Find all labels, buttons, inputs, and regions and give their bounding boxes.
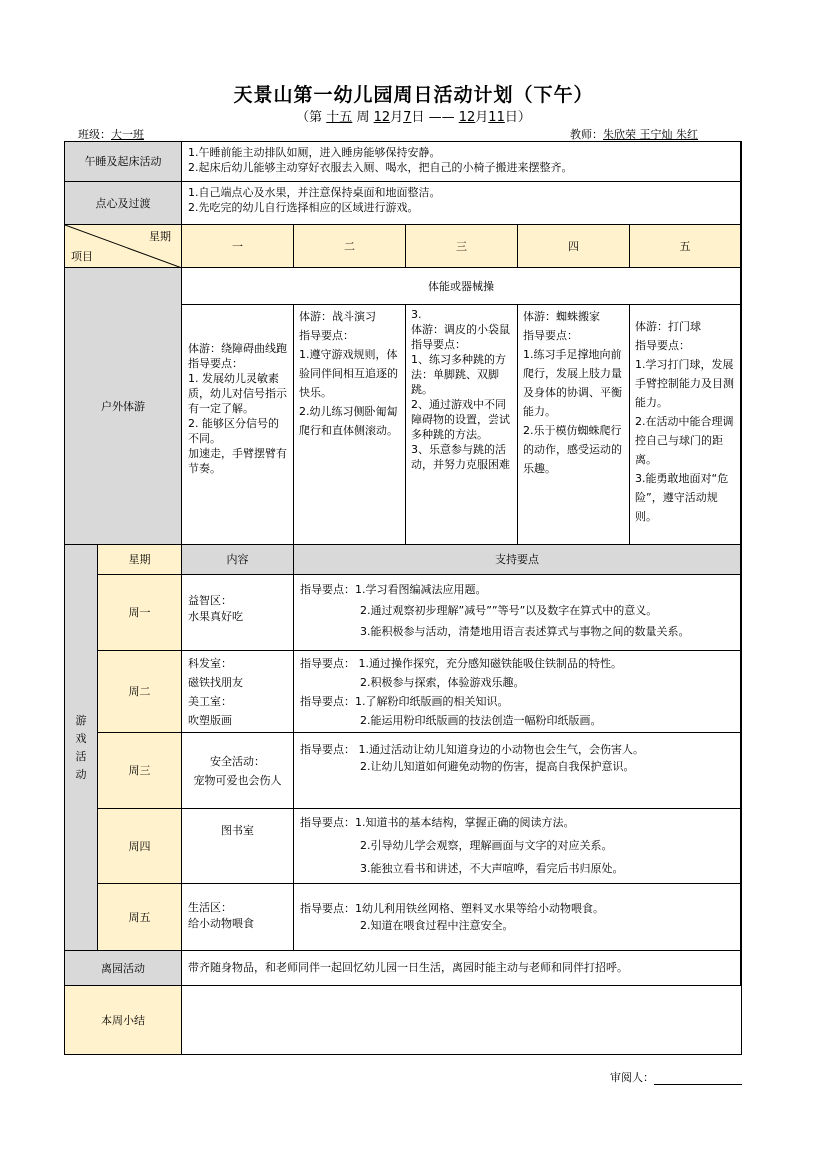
week-number: 十五 [326,110,353,125]
date-dash: —— [428,110,455,125]
game-day-fri: 周五 [98,884,182,951]
game-content-fri: 生活区： 给小动物喂食 [182,884,294,951]
weekday-header: 一 [182,225,294,268]
game-support-thu [294,809,741,884]
corner-weekday: 星期 [149,230,171,243]
weekday-header: 四 [518,225,630,268]
support-line: 指导要点： 1.通过操作探究，充分感知磁铁能吸住铁制品的特性。 [300,657,622,670]
game-content-mon: 益智区： 水果真好吃 [182,575,294,651]
snack-line: 2.先吃完的幼儿自行选择相应的区域进行游戏。 [188,201,419,214]
page-title: 天景山第一幼儿园周日活动计划（下午） [233,84,594,106]
nap-line: 2.起床后幼儿能够主动穿好衣服去入厕、喝水，把自己的小椅子搬进来摆整齐。 [188,161,573,174]
outdoor-label: 户外体游 [65,268,182,545]
support-line: 指导要点： 1.通过活动让幼儿知道身边的小动物也会生气，会伤害人。 [300,743,644,756]
support-line: 2.引导幼儿学会观察，理解画面与文字的对应关系。 [360,839,613,852]
class-value: 大一班 [111,128,144,141]
game-content-thu: 图书室 [182,809,294,884]
outdoor-day-thu: 体游：蜘蛛搬家 指导要点： 1.练习手足撑地向前爬行，发展上肢力量及身体的协调、平衡能力。 2.乐于模仿蜘蛛爬行的动作，感受运动的乐趣。 [518,305,630,545]
outdoor-day-tue: 体游：战斗演习 指导要点： 1.遵守游戏规则，体验同伴间相互追逐的快乐。 2.幼儿练习侧卧匍匐爬行和直体侧滚动。 [294,305,406,545]
date-range [0,106,827,125]
game-content-wed: 安全活动： 宠物可爱也会伤人 [182,733,294,809]
support-line: 指导要点：1.学习看图编减法应用题。 [300,583,487,596]
outdoor-day-fri: 体游：打门球 指导要点： 1.学习打门球，发展手臂控制能力及目测能力。 2.在活动中能合理调控自己与球门的距离。 3.能勇敢地面对“危险”，遵守活动规则。 [630,305,741,545]
start-day: 7 [403,110,412,125]
weekday-header: 二 [294,225,406,268]
support-line: 指导要点：1.了解粉印纸版画的相关知识。 [300,695,509,708]
snack-line: 1.自己端点心及水果，并注意保持桌面和地面整洁。 [188,186,441,199]
game-support-mon [294,575,741,651]
start-month: 12 [373,110,391,125]
game-support-wed [294,733,741,809]
end-month-word: 月 [475,110,489,125]
start-month-word: 月 [390,110,404,125]
game-day-wed: 周三 [98,733,182,809]
week-prefix: （第 [296,110,323,125]
snack-content [182,182,741,225]
support-line: 2.让幼儿知道如何避免动物的伤害，提高自我保护意识。 [360,760,635,773]
weekday-header: 五 [630,225,741,268]
nap-content [182,142,741,182]
game-day-thu: 周四 [98,809,182,884]
support-line: 指导要点：1.知道书的基本结构，掌握正确的阅读方法。 [300,816,575,829]
reviewer-label: 审阅人： [610,1071,654,1084]
support-line: 3.能积极参与活动，清楚地用语言表述算式与事物之间的数量关系。 [360,625,690,638]
class-info [78,126,183,142]
end-month: 12 [458,110,476,125]
reviewer-signature-line[interactable] [654,1072,742,1085]
game-content-tue: 科发室： 磁铁找朋友 美工室： 吹塑版画 [182,651,294,733]
games-col-weekday: 星期 [98,545,182,575]
teacher-info [570,126,698,142]
game-support-fri [294,884,741,951]
nap-line: 1.午睡前能主动排队如厕，进入睡房能够保持安静。 [188,146,441,159]
start-day-word: 日 [411,110,425,125]
leave-label: 离园活动 [65,951,182,986]
nap-label: 午睡及起床活动 [65,142,182,182]
corner-item: 项目 [71,250,93,263]
end-day: 11 [488,110,505,125]
teacher-label: 教师： [570,128,603,141]
class-label: 班级： [78,128,111,141]
support-line: 2.能运用粉印纸版画的技法创造一幅粉印纸版画。 [360,714,602,727]
support-line: 2.通过观察初步理解”减号””等号”以及数字在算式中的意义。 [360,604,658,617]
leave-content: 带齐随身物品，和老师同伴一起回忆幼儿园一日生活，离园时能主动与老师和同伴打招呼。 [182,951,741,986]
games-side-label: 游戏活动 [65,545,98,951]
week-word: 周 [356,110,370,125]
teacher-value: 朱欣荣 王宁灿 朱红 [603,128,698,141]
support-line: 指导要点：1幼儿利用铁丝网格、塑料叉水果等给小动物喂食。 [300,902,604,915]
games-col-support: 支持要点 [294,545,741,575]
games-col-content: 内容 [182,545,294,575]
support-line: 2.积极参与探索，体验游戏乐趣。 [360,676,525,689]
end-day-word: 日） [504,110,531,125]
support-line: 2.知道在喂食过程中注意安全。 [360,919,514,932]
weekday-header: 三 [406,225,518,268]
outdoor-day-mon: 体游：绕障碍曲线跑 指导要点： 1. 发展幼儿灵敏素质，幼儿对信号指示有一定了解。 2. 能够区分信号的不同。 加速走，手臂摆臂有节奏。 [182,305,294,545]
support-line: 3.能独立看书和讲述，不大声喧哗，看完后书归原处。 [360,862,624,875]
summary-content [182,986,741,1054]
reviewer [610,1069,742,1085]
outdoor-banner: 体能或器械操 [182,268,741,305]
plan-table [64,141,742,1055]
game-day-tue: 周二 [98,651,182,733]
snack-label: 点心及过渡 [65,182,182,225]
summary-label: 本周小结 [65,986,182,1054]
outdoor-day-wed: 3. 体游：调皮的小袋鼠 指导要点： 1、练习多种跳的方法：单脚跳、双脚跳。 2、通过游戏中不同障碍物的设置，尝试多种跳的方法。 3、乐意参与跳的活动，并努力克服困难 [406,305,518,545]
corner-header [65,225,182,268]
game-day-mon: 周一 [98,575,182,651]
game-support-tue [294,651,741,733]
